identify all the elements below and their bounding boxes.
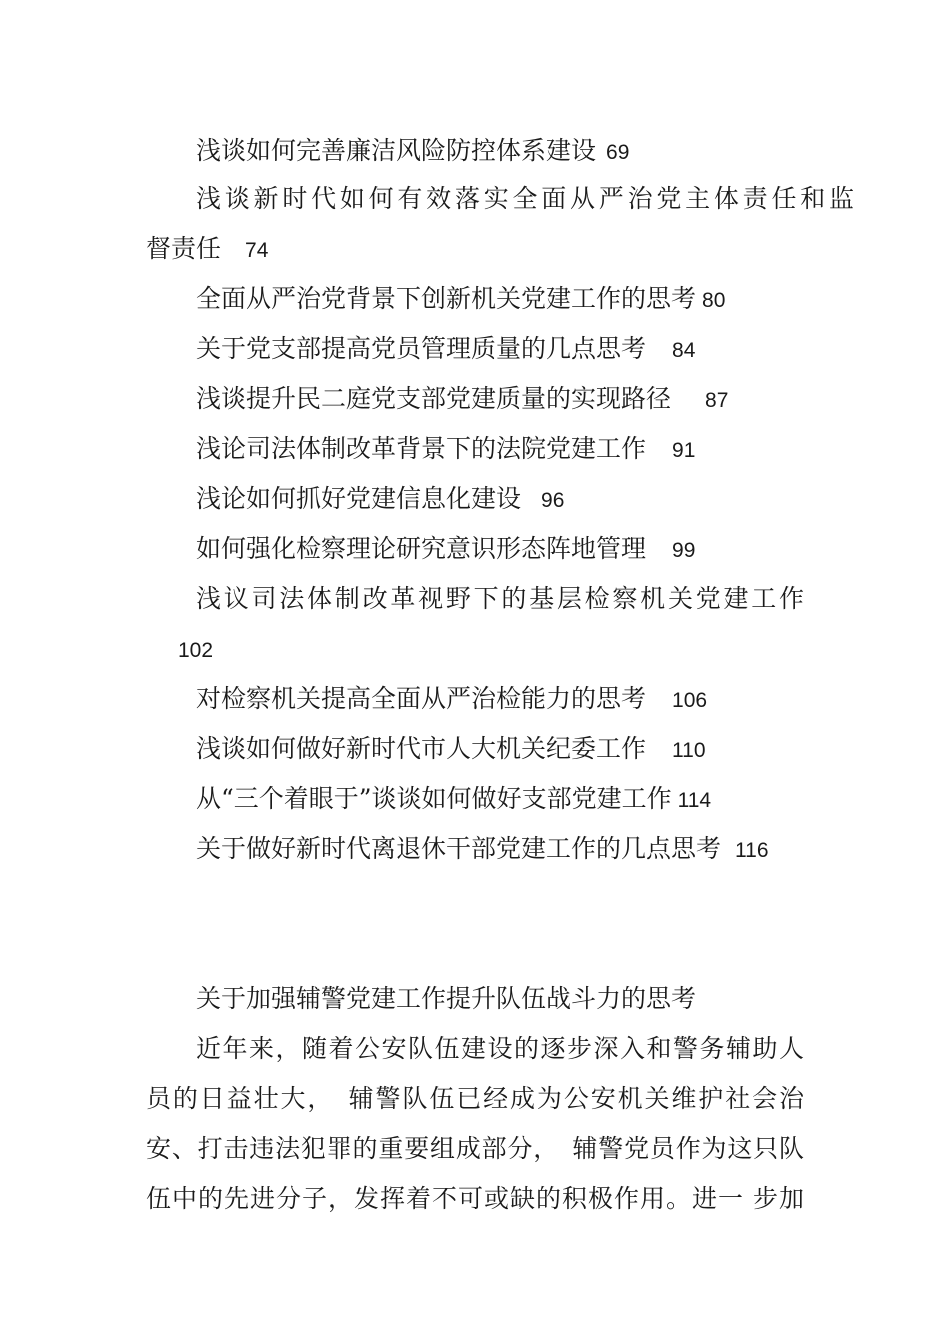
toc-page-number: 74 bbox=[245, 239, 269, 262]
toc-entry-continued[interactable] bbox=[178, 634, 213, 666]
toc-title: 浅谈如何做好新时代市人大机关纪委工作 bbox=[196, 734, 647, 763]
toc-page-number: 99 bbox=[672, 539, 696, 562]
toc-page-number: 87 bbox=[705, 389, 729, 412]
toc-title: 浅谈如何完善廉洁风险防控体系建设 bbox=[196, 136, 597, 165]
toc-entry[interactable] bbox=[196, 834, 769, 866]
toc-page-number: 80 bbox=[702, 289, 726, 312]
toc-title: 对检察机关提高全面从严治检能力的思考 bbox=[196, 684, 647, 713]
toc-page-number: 84 bbox=[672, 339, 696, 362]
toc-title: 从“三个着眼于”谈谈如何做好支部党建工作 bbox=[196, 784, 672, 813]
article-title: 关于加强辅警党建工作提升队伍战斗力的思考 bbox=[196, 984, 697, 1013]
toc-entry[interactable] bbox=[196, 734, 706, 766]
toc-entry[interactable] bbox=[196, 534, 695, 566]
toc-page-number: 102 bbox=[178, 639, 214, 662]
toc-entry[interactable] bbox=[196, 384, 728, 416]
toc-entry[interactable] bbox=[146, 184, 854, 214]
article-paragraph-line: 近年来，随着公安队伍建设的逐步深入和警务辅助人 bbox=[196, 1034, 804, 1063]
toc-title: 关于做好新时代离退休干部党建工作的几点思考 bbox=[196, 834, 722, 863]
toc-entry[interactable] bbox=[196, 484, 564, 516]
toc-entry[interactable] bbox=[196, 334, 695, 366]
toc-page-number: 110 bbox=[672, 739, 706, 762]
article-paragraph-line: 伍中的先进分子，发挥着不可或缺的积极作用。进一 步加 bbox=[146, 1184, 804, 1213]
toc-page-number: 106 bbox=[672, 689, 708, 712]
toc-entry-continued[interactable] bbox=[146, 234, 268, 266]
toc-page-number: 91 bbox=[672, 439, 696, 462]
toc-title: 如何强化检察理论研究意识形态阵地管理 bbox=[196, 534, 647, 563]
article-paragraph-line: 安、打击违法犯罪的重要组成部分， 辅警党员作为这只队 bbox=[146, 1134, 804, 1163]
toc-page-number: 96 bbox=[541, 489, 565, 512]
toc-title: 浅论如何抓好党建信息化建设 bbox=[196, 484, 522, 513]
toc-page-number: 114 bbox=[677, 789, 712, 812]
toc-page-number: 69 bbox=[606, 141, 630, 164]
toc-entry[interactable] bbox=[196, 284, 725, 316]
toc-title: 全面从严治党背景下创新机关党建工作的思考 bbox=[196, 284, 697, 313]
toc-title: 浅谈提升民二庭党支部党建质量的实现路径 bbox=[196, 384, 672, 413]
toc-entry[interactable] bbox=[196, 434, 695, 466]
toc-title-line2: 督责任 bbox=[146, 234, 222, 263]
toc-title: 关于党支部提高党员管理质量的几点思考 bbox=[196, 334, 647, 363]
toc-entry[interactable] bbox=[196, 784, 711, 816]
toc-title-line1: 浅议司法体制改革视野下的基层检察机关党建工作 bbox=[196, 584, 804, 613]
toc-entry[interactable] bbox=[196, 584, 804, 614]
toc-page-number: 116 bbox=[735, 839, 769, 862]
toc-title: 浅论司法体制改革背景下的法院党建工作 bbox=[196, 434, 647, 463]
toc-entry[interactable] bbox=[196, 136, 629, 168]
toc-entry[interactable] bbox=[196, 684, 707, 716]
article-paragraph-line: 员的日益壮大， 辅警队伍已经成为公安机关维护社会治 bbox=[146, 1084, 804, 1113]
toc-title-line1: 浅谈新时代如何有效落实全面从严治党主体责任和监 bbox=[196, 184, 854, 213]
